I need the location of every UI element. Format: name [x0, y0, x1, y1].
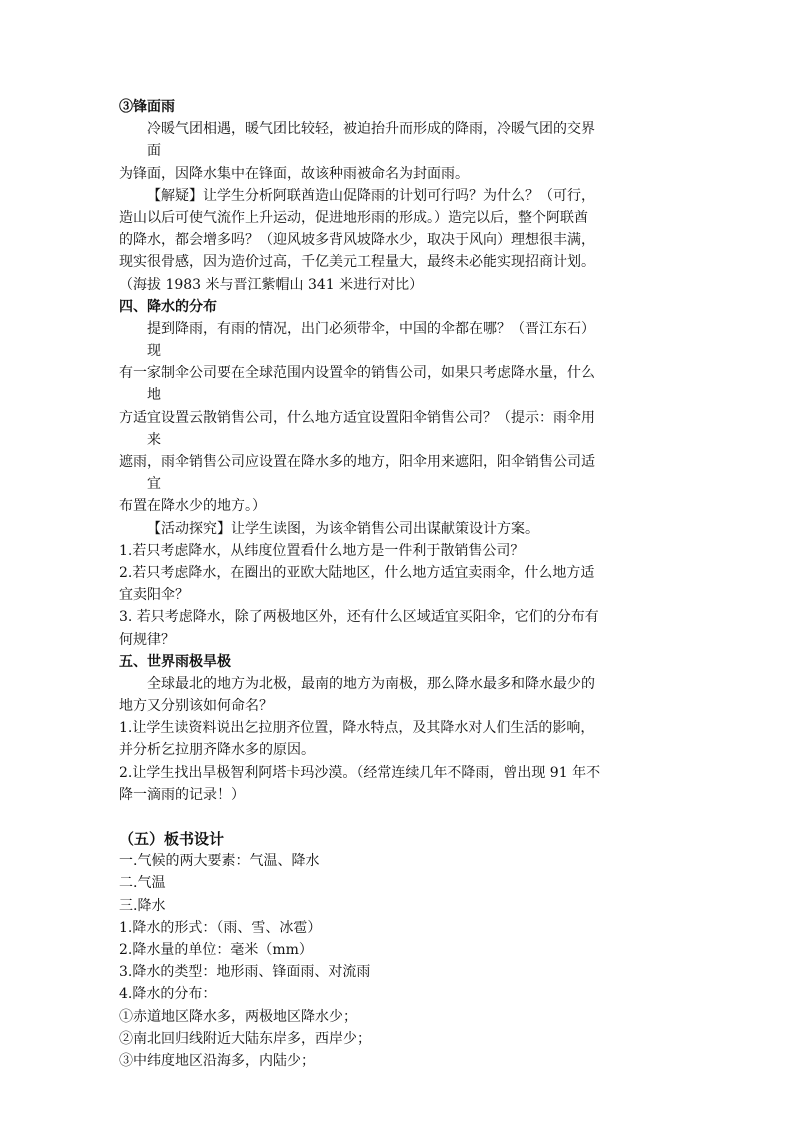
paragraph-line: 为锋面，因降水集中在锋面，故该种雨被命名为封面雨。 [119, 165, 469, 182]
board-item: 4.降水的分布： [119, 986, 217, 1003]
question-line: 宜卖阳伞？ [119, 587, 189, 604]
board-item: ②南北回归线附近大陆东岸多，西岸少； [119, 1030, 371, 1047]
section-gap [119, 806, 679, 828]
paragraph-line: 冷暖气团相遇，暖气团比较轻，被迫抬升而形成的降雨，冷暖气团的交界 [147, 121, 595, 138]
paragraph-line: 提到降雨，有雨的情况，出门必须带伞，中国的伞都在哪？（晋江东石） [147, 320, 595, 337]
section-heading-rain-poles: 五、世界雨极旱极 [119, 653, 231, 670]
paragraph-line: 全球最北的地方为北极，最南的地方为南极，那么降水最多和降水最少的 [147, 675, 595, 692]
document-body [119, 96, 679, 1072]
paragraph-line: 方适宜设置云散销售公司，什么地方适宜设置阳伞销售公司？（提示：雨伞用 [119, 409, 595, 426]
section-heading-distribution: 四、降水的分布 [119, 298, 217, 315]
list-item-line: 并分析乞拉朋齐降水多的原因。 [119, 742, 315, 759]
activity-line: 【活动探究】让学生读图，为该伞销售公司出谋献策设计方案。 [147, 520, 539, 537]
question-line: 何规律？ [119, 631, 175, 648]
paragraph-line: 的降水，都会增多吗？（迎风坡多背风坡降水少，取决于风向）理想很丰满， [119, 232, 595, 249]
paragraph-line: （海拔 1983 米与晋江紫帽山 341 米进行对比） [119, 276, 424, 293]
board-item: 1.降水的形式：（雨、雪、冰雹） [119, 919, 322, 936]
paragraph-line: 现实很骨感，因为造价过高，千亿美元工程量大，最终未必能实现招商计划。 [119, 254, 595, 271]
list-item-line: 降一滴雨的记录！） [119, 786, 245, 803]
board-item: ③中纬度地区沿海多，内陆少； [119, 1052, 315, 1069]
board-item: 二.气温 [119, 875, 166, 892]
board-item: ①赤道地区降水多，两极地区降水少； [119, 1008, 357, 1025]
paragraph-line: 造山以后可使气流作上升运动，促进地形雨的形成。）造完以后，整个阿联酋 [119, 209, 588, 226]
board-item: 三.降水 [119, 897, 166, 914]
paragraph-line: 地 [147, 387, 161, 404]
paragraph-line: 面 [147, 143, 161, 160]
paragraph-line: 遮雨，雨伞销售公司应设置在降水多的地方，阳伞用来遮阳，阳伞销售公司适 [119, 454, 595, 470]
paragraph-line: 现 [147, 343, 161, 360]
question-line: 3. 若只考虑降水，除了两极地区外，还有什么区域适宜买阳伞，它们的分布有 [119, 609, 599, 626]
list-item-line: 1.让学生读资料说出乞拉朋齐位置，降水特点，及其降水对人们生活的影响， [119, 720, 595, 737]
list-item-line: 2.让学生找出旱极智利阿塔卡玛沙漠。（经常连续几年不降雨，曾出现 91 年不 [119, 764, 601, 781]
paragraph-line: 布置在降水少的地方。） [119, 498, 266, 515]
question-line: 1.若只考虑降水，从纬度位置看什么地方是一件利于散销售公司？ [119, 542, 525, 559]
paragraph-line: 地方又分别该如何命名？ [119, 698, 273, 715]
section-heading-frontal-rain: ③锋面雨 [119, 99, 175, 115]
paragraph-line: 宜 [147, 476, 161, 493]
board-item: 一.气候的两大要素：气温、降水 [119, 853, 320, 870]
paragraph-line: 来 [147, 431, 161, 448]
board-item: 3.降水的类型：地形雨、锋面雨、对流雨 [119, 964, 371, 981]
section-heading-board-design: （五）板书设计 [119, 830, 225, 848]
paragraph-line: 【解疑】让学生分析阿联酋造山促降雨的计划可行吗？为什么？（可行， [147, 187, 595, 204]
question-line: 2.若只考虑降水，在圈出的亚欧大陆地区，什么地方适宜卖雨伞，什么地方适 [119, 564, 595, 581]
board-item: 2.降水量的单位：毫米（mm） [119, 941, 313, 958]
paragraph-line: 有一家制伞公司要在全球范围内设置伞的销售公司，如果只考虑降水量，什么 [119, 365, 595, 382]
